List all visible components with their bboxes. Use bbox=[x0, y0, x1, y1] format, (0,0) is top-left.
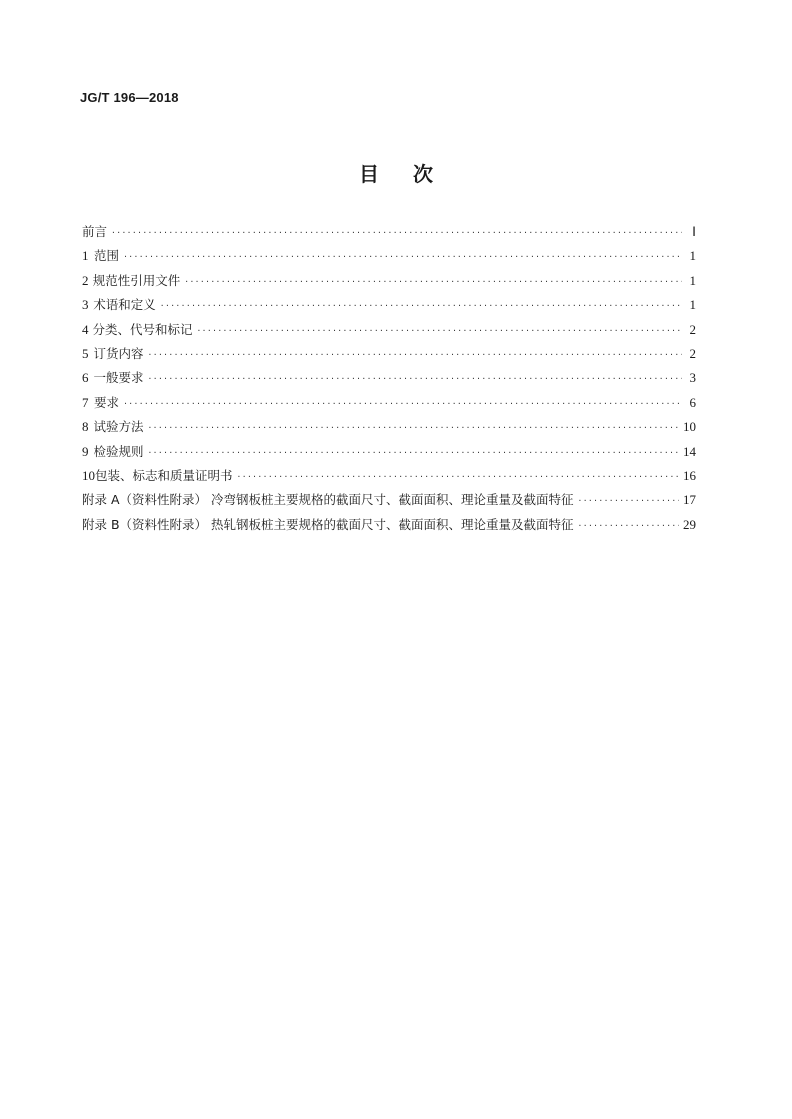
toc-entry-4[interactable] bbox=[82, 320, 696, 344]
toc-leader-dots bbox=[111, 228, 682, 237]
toc-entry-page: 6 bbox=[689, 394, 696, 410]
toc-leader-dots bbox=[578, 521, 679, 530]
toc-entry-title: 附录 A（资料性附录） 冷弯钢板桩主要规格的截面尺寸、截面面积、理论重量及截面特征 bbox=[82, 492, 574, 508]
toc-title-part2: 次 bbox=[413, 162, 433, 186]
toc-entry-title: 试验方法 bbox=[93, 419, 144, 435]
toc-entry-10[interactable] bbox=[82, 466, 696, 490]
toc-entry-title: 一般要求 bbox=[93, 370, 144, 386]
toc-leader-dots bbox=[148, 374, 682, 383]
toc-entry-title: 规范性引用文件 bbox=[92, 272, 181, 288]
toc-entry-appendix-a[interactable] bbox=[82, 490, 696, 514]
toc-entry-number: 3 bbox=[82, 297, 89, 313]
toc-entry-page: 17 bbox=[683, 492, 696, 508]
toc-entry-title: 要求 bbox=[94, 394, 120, 410]
toc-entry-2[interactable] bbox=[82, 271, 696, 295]
toc-entry-page: 2 bbox=[689, 345, 696, 361]
toc-entry-title: 检验规则 bbox=[93, 443, 144, 459]
toc-entry-number: 6 bbox=[82, 370, 89, 386]
toc-leader-dots bbox=[147, 423, 679, 432]
toc-leader-dots bbox=[184, 277, 682, 286]
toc-leader-dots bbox=[123, 252, 682, 261]
toc-entry-number: 2 bbox=[82, 272, 89, 288]
toc-entry-number: 4 bbox=[82, 321, 89, 337]
toc-entry-page: 14 bbox=[683, 443, 696, 459]
standard-code: JG/T 196—2018 bbox=[80, 90, 179, 105]
toc-entry-6[interactable] bbox=[82, 368, 696, 392]
toc-entry-number: 1 bbox=[82, 248, 89, 264]
toc-entry-7[interactable] bbox=[82, 393, 696, 417]
toc-entry-title: 包装、标志和质量证明书 bbox=[95, 467, 233, 483]
toc-title bbox=[0, 158, 792, 187]
toc-entry-title: 范围 bbox=[94, 248, 120, 264]
toc-entry-number: 10 bbox=[82, 467, 95, 483]
toc-leader-dots bbox=[196, 326, 682, 335]
toc-leader-dots bbox=[237, 472, 679, 481]
toc-entry-page: 1 bbox=[689, 297, 696, 313]
toc-entry-page: 10 bbox=[683, 419, 696, 435]
toc-list bbox=[82, 222, 696, 539]
toc-entry-page: Ⅰ bbox=[692, 224, 696, 239]
toc-entry-title: 前言 bbox=[82, 224, 108, 239]
toc-entry-1[interactable] bbox=[82, 246, 696, 270]
toc-entry-page: 1 bbox=[689, 248, 696, 264]
toc-entry-page: 2 bbox=[689, 321, 696, 337]
toc-entry-title: 分类、代号和标记 bbox=[92, 321, 193, 337]
toc-title-part1: 目 bbox=[359, 162, 379, 186]
toc-entry-number: 8 bbox=[82, 419, 89, 435]
toc-leader-dots bbox=[123, 399, 682, 408]
toc-leader-dots bbox=[148, 350, 682, 359]
toc-entry-page: 29 bbox=[683, 516, 696, 532]
toc-entry-number: 5 bbox=[82, 345, 89, 361]
toc-entry-page: 3 bbox=[689, 370, 696, 386]
toc-entry-number: 7 bbox=[82, 394, 89, 410]
toc-entry-title: 术语和定义 bbox=[93, 297, 156, 313]
toc-entry-9[interactable] bbox=[82, 442, 696, 466]
toc-entry-title: 附录 B（资料性附录） 热轧钢板桩主要规格的截面尺寸、截面面积、理论重量及截面特征 bbox=[82, 516, 574, 532]
toc-entry-foreword[interactable] bbox=[82, 222, 696, 246]
toc-leader-dots bbox=[147, 448, 679, 457]
toc-entry-8[interactable] bbox=[82, 417, 696, 441]
toc-leader-dots bbox=[160, 301, 682, 310]
toc-entry-5[interactable] bbox=[82, 344, 696, 368]
toc-entry-title: 订货内容 bbox=[93, 345, 144, 361]
toc-entry-page: 16 bbox=[683, 467, 696, 483]
toc-entry-page: 1 bbox=[689, 272, 696, 288]
toc-entry-3[interactable] bbox=[82, 295, 696, 319]
toc-entry-appendix-b[interactable] bbox=[82, 515, 696, 539]
toc-entry-number: 9 bbox=[82, 443, 89, 459]
toc-leader-dots bbox=[578, 496, 680, 505]
